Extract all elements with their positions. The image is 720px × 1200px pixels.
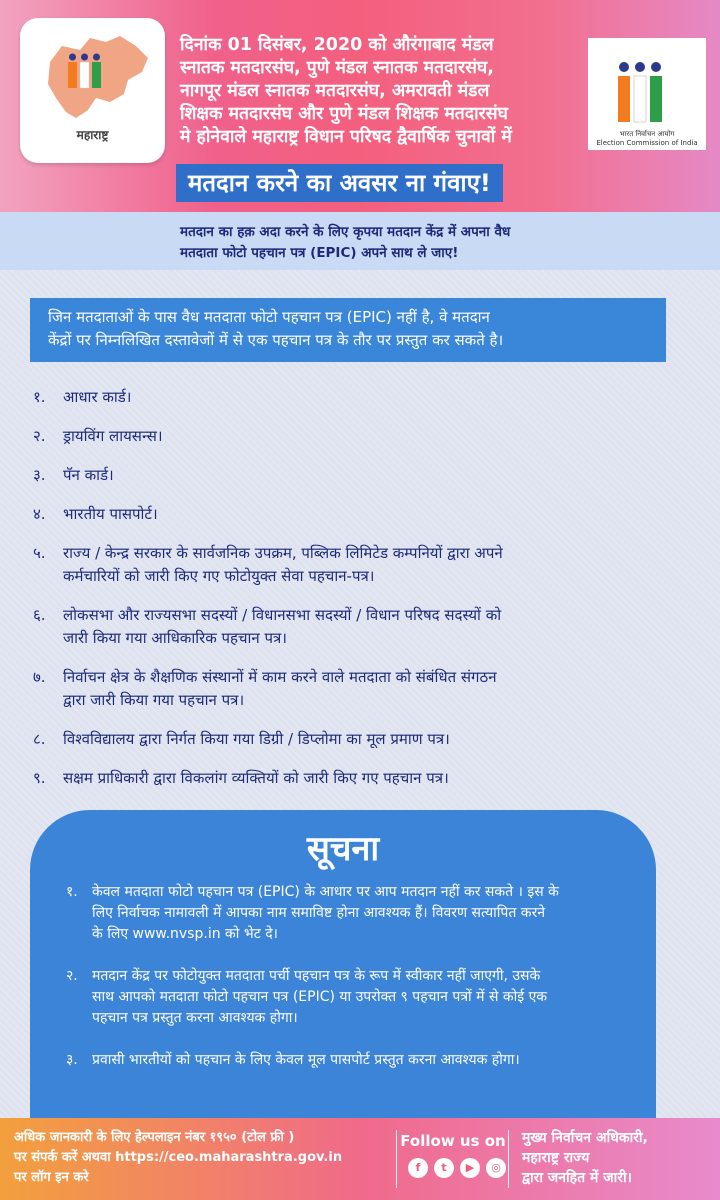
website-link[interactable]: पर संपर्क करें अथवा https://ceo.maharashtra.gov.in [14,1150,343,1165]
follow-us-label: Follow us on [400,1132,506,1150]
list-item-line: भारतीय पासपोर्ट। [63,505,158,523]
notice-line: प्रवासी भारतीयों को पहचान के लिए केवल मूल पासपोर्ट प्रस्तुत करना आवश्यक होगा। [92,1052,520,1068]
intro-text [30,298,666,352]
intro-line: जिन मतदाताओं के पास वैध मतदाता फोटो पहचान पत्र (EPIC) नहीं है, वे मतदान [48,308,490,326]
header-line: शिक्षक मतदारसंघ और पुणे मंडल शिक्षक मतदारसंघ [180,104,508,124]
list-item-number: ९. [33,769,46,787]
list-item-number: ७. [33,668,46,686]
notice-line: पहचान पत्र प्रस्तुत करना आवश्यक होगा। [92,1010,298,1026]
list-item-number: १. [33,388,46,406]
twitter-icon[interactable]: t [434,1158,454,1178]
list-item [33,425,673,448]
notice-title: सूचना [306,829,380,869]
list-item-line: पॅन कार्ड। [63,466,114,484]
list-item-line: राज्य / केन्द्र सरकार के सार्वजनिक उपक्रम, पब्लिक लिमिटेड कम्पनियों द्वारा अपने [63,544,503,562]
eci-caption-hindi: भारत निर्वाचन आयोग [619,130,675,138]
header-line: स्नातक मतदारसंघ, पुणे मंडल स्नातक मतदारसंघ, [180,58,494,78]
notice-line: के लिए www.nvsp.in को भेट दे। [92,926,278,942]
list-item [33,666,673,712]
header-banner [0,0,720,212]
divider [508,1130,509,1188]
issuer-line: द्वारा जनहित में जारी। [522,1170,632,1186]
notice-item-number: २. [66,968,78,984]
eci-caption-english: Election Commission of India [596,139,698,147]
header-line: नागपूर मंडल स्नातक मतदारसंघ, अमरावती मंडल [180,81,490,101]
header-line: दिनांक 01 दिसंबर, 2020 को औरंगाबाद मंडल [180,35,494,55]
youtube-icon[interactable]: ▶ [460,1158,480,1178]
list-item-line: लोकसभा और राज्यसभा सदस्यों / विधानसभा सदस्यों / विधान परिषद सदस्यों को [63,606,502,624]
list-item-number: ५. [33,544,46,562]
facebook-icon[interactable]: f [408,1158,428,1178]
document-list [33,386,673,806]
helpline-line: पर लॉग इन करे [14,1170,89,1185]
notice-line: मतदान केंद्र पर फोटोयुक्त मतदाता पर्ची पहचान पत्र के रूप में स्वीकार नहीं जाएगी, उसके [92,968,541,984]
list-item-text [63,503,673,526]
list-item-text [63,542,673,588]
eci-logo-card [588,38,706,150]
list-item-number: २. [33,427,46,445]
issuer-line: मुख्य निर्वाचन अधिकारी, [522,1130,648,1146]
subtitle-line: मतदान का हक़ अदा करने के लिए कृपया मतदान केंद्र में अपना वैध [180,224,511,240]
notice-line: साथ आपको मतदाता फोटो पहचान पत्र (EPIC) या उपरोक्त ९ पहचान पत्रों में से कोई एक [92,989,548,1005]
election-commission-logo-icon [594,44,700,128]
notice-item-number: १. [66,884,78,900]
intro-line: केंद्रों पर निम्नलिखित दस्तावेजों में से एक पहचान पत्र के तौर पर प्रस्तुत कर सकते है। [48,331,504,349]
list-item-text [63,464,673,487]
notice-line: केवल मतदाता फोटो पहचान पत्र (EPIC) के आधार पर आप मतदान नहीं कर सकते । इस के [92,884,559,900]
state-logo-card [20,18,165,163]
instagram-icon[interactable]: ◎ [486,1158,506,1178]
helpline-info [14,1128,384,1188]
notice-line: लिए निर्वाचक नामावली में आपका नाम समाविष्ट होना आवश्यक हैं। विवरण सत्यापित करने [92,905,546,921]
subtitle-text [180,222,680,264]
slogan-banner: मतदान करने का अवसर ना गंवाए! [176,164,503,202]
list-item-text [63,728,673,751]
header-line: मे होनेवाले महाराष्ट्र विधान परिषद द्वैवार्षिक चुनावों में [180,127,512,147]
issuer-line: महाराष्ट्र राज्य [522,1150,590,1166]
list-item-line: द्वारा जारी किया गया पहचान पत्र। [63,691,245,709]
divider [396,1130,397,1188]
notice-item [66,882,636,945]
list-item-number: ३. [33,466,46,484]
list-item-text [63,767,673,790]
list-item-number: ८. [33,730,46,748]
subtitle-line: मतदाता फोटो पहचान पत्र (EPIC) अपने साथ ले जाए! [180,245,459,261]
list-item [33,464,673,487]
header-announcement [180,34,580,149]
list-item [33,542,673,588]
notice-panel [30,810,656,1118]
list-item [33,767,673,790]
list-item-line: कर्मचारियों को जारी किए गए फोटोयुक्त सेवा पहचान-पत्र। [63,567,375,585]
notice-item [66,966,636,1029]
notice-item-text [92,882,559,945]
intro-box [30,298,666,362]
notice-list [66,882,636,1092]
list-item-text [63,386,673,409]
list-item-line: आधार कार्ड। [63,388,132,406]
list-item-line: निर्वाचन क्षेत्र के शैक्षणिक संस्थानों में काम करने वाले मतदाता को संबंधित संगठन [63,668,497,686]
list-item-text [63,666,673,712]
list-item-text [63,604,673,650]
list-item-line: विश्वविद्यालय द्वारा निर्गत किया गया डिग्री / डिप्लोमा का मूल प्रमाण पत्र। [63,730,450,748]
list-item-line: ड्रायविंग लायसन्स। [63,427,163,445]
list-item-number: ४. [33,505,46,523]
helpline-line: अधिक जानकारी के लिए हेल्पलाइन नंबर १९५० (टोल फ्री ) [14,1130,295,1145]
list-item-line: सक्षम प्राधिकारी द्वारा विकलांग व्यक्तियों को जारी किए गए पहचान पत्र। [63,769,449,787]
notice-item-text [92,1050,520,1071]
notice-item-number: ३. [66,1052,78,1068]
footer-bar [0,1118,720,1200]
list-item-number: ६. [33,606,46,624]
subtitle-band [0,212,720,270]
list-item [33,386,673,409]
notice-item-text [92,966,547,1029]
issuer-info [522,1128,712,1188]
list-item-text [63,425,673,448]
list-item [33,604,673,650]
list-item [33,728,673,751]
list-item [33,503,673,526]
list-item-line: जारी किया गया आधिकारिक पहचान पत्र। [63,629,287,647]
maharashtra-map-icon [32,32,153,124]
state-label: महाराष्ट्र [76,128,109,142]
social-icons [408,1158,506,1178]
notice-item [66,1050,636,1071]
